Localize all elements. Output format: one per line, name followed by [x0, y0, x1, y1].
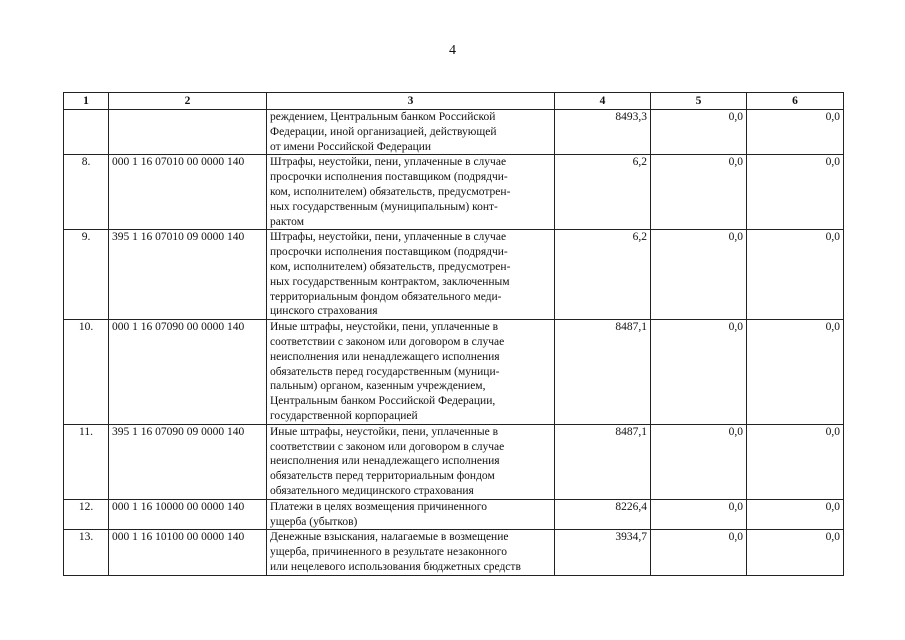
value-cell-col4: 6,2 [555, 230, 651, 320]
description-line: ком, исполнителем) обязательств, предусмотрен- [270, 185, 511, 198]
value-cell-col6: 0,0 [747, 320, 844, 425]
description-line: соответствии с законом или договором в случае [270, 335, 505, 348]
description-cell [267, 110, 555, 155]
description-line: цинского страхования [270, 305, 378, 318]
description-line: ущерба (убытков) [270, 515, 358, 528]
description-line: неисполнения или ненадлежащего исполнения [270, 455, 500, 468]
description-cell [267, 155, 555, 230]
column-header: 6 [747, 93, 844, 110]
value-cell-col4: 6,2 [555, 155, 651, 230]
description-line: реждением, Центральным банком Российской [270, 111, 496, 123]
value-cell-col5: 0,0 [651, 499, 747, 530]
column-header: 1 [64, 93, 109, 110]
description-cell [267, 530, 555, 575]
value-cell-col5: 0,0 [651, 155, 747, 230]
row-number-cell [64, 110, 109, 155]
description-line: пальным) органом, казенным учреждением, [270, 380, 486, 393]
description-line: неисполнения или ненадлежащего исполнения [270, 350, 500, 363]
description-line: обязательств перед государственным (муници- [270, 365, 500, 378]
classification-code-cell [109, 110, 267, 155]
classification-code-cell: 000 1 16 10100 00 0000 140 [109, 530, 267, 575]
value-cell-col5: 0,0 [651, 530, 747, 575]
row-number-cell: 8. [64, 155, 109, 230]
description-line: государственной корпорацией [270, 409, 418, 422]
table-row [64, 320, 844, 425]
description-cell [267, 320, 555, 425]
value-cell-col4: 8487,1 [555, 424, 651, 499]
value-cell-col6: 0,0 [747, 530, 844, 575]
description-line: от имени Российской Федерации [270, 140, 432, 153]
description-line: просрочки исполнения поставщиком (подрядчи- [270, 246, 508, 259]
column-header: 2 [109, 93, 267, 110]
column-header: 4 [555, 93, 651, 110]
value-cell-col6: 0,0 [747, 155, 844, 230]
classification-code-cell: 000 1 16 10000 00 0000 140 [109, 499, 267, 530]
description-cell [267, 230, 555, 320]
classification-code-cell: 000 1 16 07010 00 0000 140 [109, 155, 267, 230]
table-row [64, 530, 844, 575]
description-line: Денежные взыскания, налагаемые в возмещение [270, 531, 509, 544]
table-header-row [64, 93, 844, 110]
description-line: просрочки исполнения поставщиком (подрядчи- [270, 171, 508, 184]
description-line: соответствии с законом или договором в случае [270, 440, 505, 453]
description-line: Иные штрафы, неустойки, пени, уплаченные в [270, 425, 499, 438]
description-line: обязательств перед территориальным фондом [270, 470, 495, 483]
table-row [64, 424, 844, 499]
classification-code-cell: 395 1 16 07090 09 0000 140 [109, 424, 267, 499]
description-line: или нецелевого использования бюджетных средств [270, 560, 521, 573]
description-line: ных государственным контрактом, заключенным [270, 275, 510, 288]
column-header: 3 [267, 93, 555, 110]
budget-table [63, 92, 844, 576]
row-number-cell: 9. [64, 230, 109, 320]
table-row [64, 110, 844, 155]
description-line: Штрафы, неустойки, пени, уплаченные в случае [270, 231, 507, 244]
classification-code-cell: 395 1 16 07010 09 0000 140 [109, 230, 267, 320]
page-number: 4 [449, 43, 456, 58]
description-line: территориальным фондом обязательного меди- [270, 290, 502, 303]
description-line: обязательного медицинского страхования [270, 484, 474, 497]
description-line: Иные штрафы, неустойки, пени, уплаченные в [270, 321, 499, 334]
description-line: ком, исполнителем) обязательств, предусмотрен- [270, 260, 511, 273]
value-cell-col6: 0,0 [747, 499, 844, 530]
table-row [64, 499, 844, 530]
column-header: 5 [651, 93, 747, 110]
row-number-cell: 12. [64, 499, 109, 530]
row-number-cell: 13. [64, 530, 109, 575]
description-line: Штрафы, неустойки, пени, уплаченные в случае [270, 156, 507, 169]
description-line: Платежи в целях возмещения причиненного [270, 500, 487, 513]
value-cell-col5: 0,0 [651, 320, 747, 425]
table-row [64, 155, 844, 230]
row-number-cell: 11. [64, 424, 109, 499]
value-cell-col5: 0,0 [651, 110, 747, 155]
value-cell-col4: 8226,4 [555, 499, 651, 530]
value-cell-col4: 8493,3 [555, 110, 651, 155]
table-row [64, 230, 844, 320]
description-cell [267, 499, 555, 530]
description-line: Центральным банком Российской Федерации, [270, 395, 496, 408]
value-cell-col4: 3934,7 [555, 530, 651, 575]
value-cell-col6: 0,0 [747, 424, 844, 499]
description-line: Федерации, иной организацией, действующей [270, 125, 497, 138]
value-cell-col4: 8487,1 [555, 320, 651, 425]
value-cell-col6: 0,0 [747, 230, 844, 320]
value-cell-col5: 0,0 [651, 230, 747, 320]
description-line: ущерба, причиненного в результате незаконного [270, 546, 507, 559]
value-cell-col5: 0,0 [651, 424, 747, 499]
classification-code-cell: 000 1 16 07090 00 0000 140 [109, 320, 267, 425]
description-line: ных государственным (муниципальным) конт- [270, 200, 498, 213]
description-line: рактом [270, 215, 304, 228]
value-cell-col6: 0,0 [747, 110, 844, 155]
description-cell [267, 424, 555, 499]
table-body [64, 110, 844, 576]
row-number-cell: 10. [64, 320, 109, 425]
